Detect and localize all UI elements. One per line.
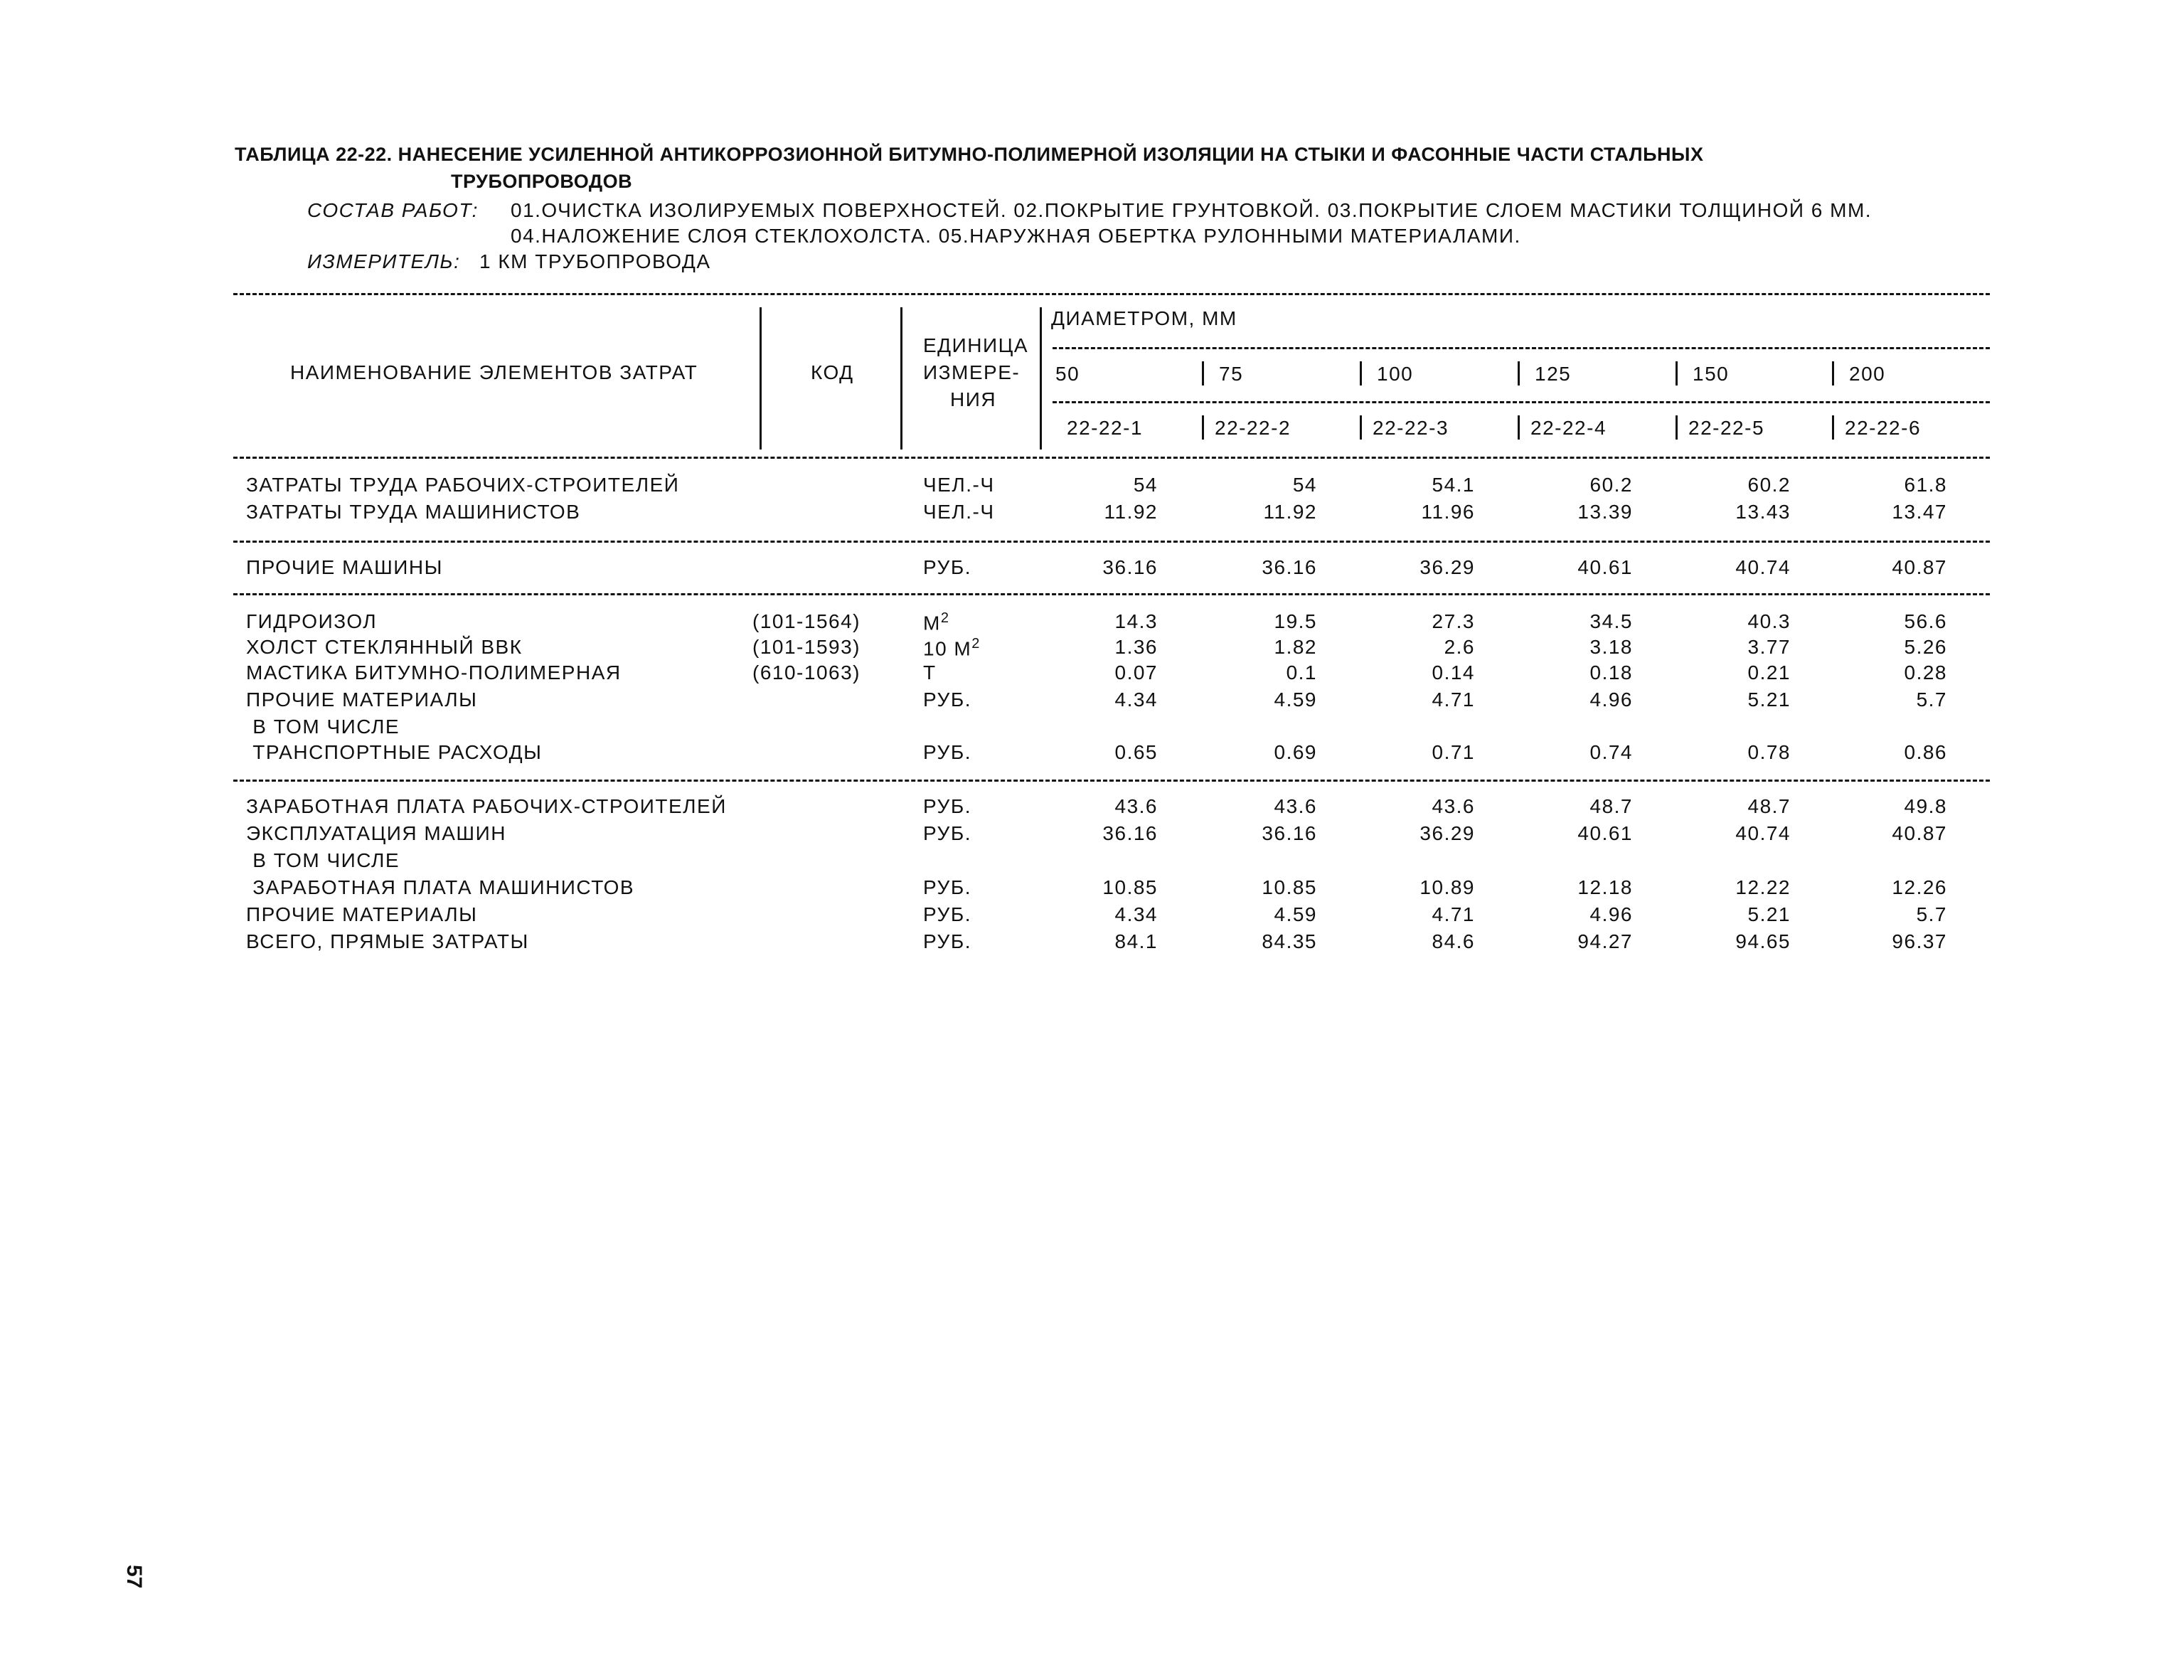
value-cell-22-22-6: 12.26 [1892,876,1947,898]
value-cell-22-22-5: 94.65 [1735,930,1791,952]
code-header-22-22-5: 22-22-5 [1688,417,1765,439]
header-rule-diameter [1053,347,1990,349]
header-separator-code [760,307,762,450]
value-cell-22-22-1: 4.34 [1114,903,1158,925]
table-title: ТАБЛИЦА 22-22. НАНЕСЕНИЕ УСИЛЕННОЙ АНТИКОРРОЗИОННОЙ БИТУМНО-ПОЛИМЕРНОЙ ИЗОЛЯЦИИ НА СТЫКИ И ФАСОННЫЕ ЧАСТИ СТАЛЬНЫХ [235,144,1704,165]
sostav-line-1: 01.ОЧИСТКА ИЗОЛИРУЕМЫХ ПОВЕРХНОСТЕЙ. 02.ПОКРЫТИЕ ГРУНТОВКОЙ. 03.ПОКРЫТИЕ СЛОЕМ МАСТИКИ ТОЛЩИНОЙ 6 ММ. [511,199,1873,221]
header-code-column: КОД [811,361,854,383]
code-header-22-22-2: 22-22-2 [1215,417,1291,439]
table-title-continuation: ТРУБОПРОВОДОВ [451,171,633,192]
value-cell-22-22-3: 27.3 [1432,610,1475,632]
diameter-header-50: 50 [1055,363,1080,385]
value-cell-22-22-2: 11.92 [1263,501,1317,523]
table-top-rule [233,293,1990,295]
row-name: МАСТИКА БИТУМНО-ПОЛИМЕРНАЯ [246,661,622,684]
value-cell-22-22-1: 0.65 [1114,741,1158,763]
header-rule-codes [1053,401,1990,403]
section-rule-3 [233,780,1990,782]
row-unit [923,689,971,711]
row-unit [923,501,994,523]
value-cell-22-22-1: 54 [1133,474,1158,496]
value-cell-22-22-4: 34.5 [1589,610,1633,632]
diameter-header-75: 75 [1219,363,1244,385]
diameter-header-125: 125 [1535,363,1572,385]
value-cell-22-22-4: 48.7 [1589,795,1633,817]
value-cell-22-22-4: 0.74 [1589,741,1633,763]
row-unit [923,822,971,845]
code-separator [1202,415,1204,440]
header-diameter-label: ДИАМЕТРОМ, ММ [1051,307,1237,329]
value-cell-22-22-5: 3.77 [1747,636,1791,658]
value-cell-22-22-1: 4.34 [1114,689,1158,711]
value-cell-22-22-4: 40.61 [1577,556,1633,578]
value-cell-22-22-6: 40.87 [1892,556,1947,578]
row-name: В ТОМ ЧИСЛЕ [246,716,400,738]
row-name: ЗАТРАТЫ ТРУДА МАШИНИСТОВ [246,501,581,523]
value-cell-22-22-4: 40.61 [1577,822,1633,844]
diameter-header-100: 100 [1377,363,1414,385]
value-cell-22-22-1: 36.16 [1102,822,1158,844]
value-cell-22-22-2: 0.69 [1274,741,1317,763]
diameter-header-150: 150 [1693,363,1730,385]
code-separator [1832,415,1834,440]
value-cell-22-22-5: 40.74 [1735,822,1791,844]
value-cell-22-22-6: 5.26 [1904,636,1947,658]
header-name-column: НАИМЕНОВАНИЕ ЭЛЕМЕНТОВ ЗАТРАТ [290,361,698,383]
row-code: (101-1564) [752,610,861,632]
value-cell-22-22-5: 13.43 [1735,501,1791,523]
row-unit-superscript: 2 [940,610,950,626]
row-unit [923,610,949,634]
value-cell-22-22-3: 84.6 [1432,930,1475,952]
value-cell-22-22-1: 36.16 [1102,556,1158,578]
row-name: ЗАРАБОТНАЯ ПЛАТА МАШИНИСТОВ [246,876,635,898]
value-cell-22-22-2: 1.82 [1274,636,1317,658]
sostav-line-2: 04.НАЛОЖЕНИЕ СЛОЯ СТЕКЛОХОЛСТА. 05.НАРУЖНАЯ ОБЕРТКА РУЛОННЫМИ МАТЕРИАЛАМИ. [511,225,1521,247]
row-name: ГИДРОИЗОЛ [246,610,378,632]
value-cell-22-22-6: 40.87 [1892,822,1947,844]
row-code: (610-1063) [752,661,861,684]
value-cell-22-22-3: 36.29 [1419,556,1475,578]
diameter-separator [1832,361,1834,386]
row-code: (101-1593) [752,636,861,658]
value-cell-22-22-4: 4.96 [1589,689,1633,711]
row-unit-text: 10 М [923,637,972,660]
header-separator-unit [900,307,902,450]
header-bottom-rule [233,457,1990,459]
row-name: ВСЕГО, ПРЯМЫЕ ЗАТРАТЫ [246,930,529,952]
value-cell-22-22-5: 12.22 [1735,876,1791,898]
value-cell-22-22-6: 5.7 [1916,689,1947,711]
value-cell-22-22-3: 0.71 [1432,741,1475,763]
page-number: 57 [122,1565,146,1589]
code-header-22-22-1: 22-22-1 [1067,417,1144,439]
value-cell-22-22-4: 13.39 [1577,501,1633,523]
row-name: В ТОМ ЧИСЛЕ [246,849,400,871]
code-separator [1360,415,1362,440]
value-cell-22-22-1: 1.36 [1114,636,1158,658]
value-cell-22-22-3: 11.96 [1421,501,1475,523]
value-cell-22-22-2: 36.16 [1262,822,1317,844]
diameter-separator [1518,361,1520,386]
header-unit-line-1: ЕДИНИЦА [923,334,1028,356]
value-cell-22-22-1: 43.6 [1114,795,1158,817]
row-unit [923,876,971,899]
value-cell-22-22-3: 4.71 [1432,903,1475,925]
value-cell-22-22-6: 0.28 [1904,661,1947,684]
value-cell-22-22-3: 54.1 [1432,474,1475,496]
value-cell-22-22-5: 0.21 [1747,661,1791,684]
value-cell-22-22-3: 10.89 [1419,876,1475,898]
row-name: ЗАРАБОТНАЯ ПЛАТА РАБОЧИХ-СТРОИТЕЛЕЙ [246,795,727,817]
value-cell-22-22-2: 54 [1292,474,1317,496]
row-unit-text: ЧЕЛ.-Ч [923,501,995,523]
value-cell-22-22-4: 3.18 [1589,636,1633,658]
row-name: ТРАНСПОРТНЫЕ РАСХОДЫ [246,741,543,763]
row-unit [923,795,971,818]
row-unit [923,930,971,953]
value-cell-22-22-2: 19.5 [1274,610,1317,632]
row-unit-text: РУБ. [923,930,972,952]
code-header-22-22-4: 22-22-4 [1530,417,1607,439]
row-unit-text: РУБ. [923,689,972,711]
value-cell-22-22-5: 48.7 [1747,795,1791,817]
value-cell-22-22-5: 5.21 [1747,689,1791,711]
value-cell-22-22-1: 10.85 [1102,876,1158,898]
code-header-22-22-6: 22-22-6 [1845,417,1922,439]
row-unit-text: Т [923,661,937,684]
value-cell-22-22-2: 0.1 [1286,661,1317,684]
row-unit [923,556,971,579]
value-cell-22-22-2: 4.59 [1274,903,1317,925]
value-cell-22-22-5: 5.21 [1747,903,1791,925]
row-unit-text: РУБ. [923,795,972,817]
value-cell-22-22-4: 4.96 [1589,903,1633,925]
row-unit-text: М [923,612,941,634]
value-cell-22-22-2: 36.16 [1262,556,1317,578]
header-unit-line-3: НИЯ [950,388,997,410]
row-name: ЭКСПЛУАТАЦИЯ МАШИН [246,822,506,844]
value-cell-22-22-2: 4.59 [1274,689,1317,711]
value-cell-22-22-4: 94.27 [1577,930,1633,952]
value-cell-22-22-3: 0.14 [1432,661,1475,684]
value-cell-22-22-5: 0.78 [1747,741,1791,763]
diameter-separator [1676,361,1678,386]
value-cell-22-22-3: 36.29 [1419,822,1475,844]
value-cell-22-22-6: 13.47 [1892,501,1947,523]
value-cell-22-22-1: 14.3 [1114,610,1158,632]
diameter-separator [1360,361,1362,386]
section-rule-2 [233,593,1990,595]
row-unit-text: РУБ. [923,556,972,578]
row-unit-text: РУБ. [923,822,972,844]
value-cell-22-22-6: 56.6 [1904,610,1947,632]
value-cell-22-22-3: 2.6 [1444,636,1475,658]
value-cell-22-22-4: 12.18 [1577,876,1633,898]
row-unit-text: ЧЕЛ.-Ч [923,474,995,496]
value-cell-22-22-2: 84.35 [1262,930,1317,952]
value-cell-22-22-4: 0.18 [1589,661,1633,684]
value-cell-22-22-5: 40.3 [1747,610,1791,632]
value-cell-22-22-6: 49.8 [1904,795,1947,817]
diameter-header-200: 200 [1849,363,1886,385]
header-separator-diameter [1040,307,1042,450]
row-unit [923,741,971,764]
izmeritel-value: 1 КМ ТРУБОПРОВОДА [479,250,711,272]
value-cell-22-22-4: 60.2 [1589,474,1633,496]
row-name: ПРОЧИЕ МАШИНЫ [246,556,443,578]
code-separator [1676,415,1678,440]
sostav-label: СОСТАВ РАБОТ: [307,199,479,221]
header-unit-line-2: ИЗМЕРЕ- [923,361,1021,383]
value-cell-22-22-2: 43.6 [1274,795,1317,817]
row-unit-text: РУБ. [923,876,972,898]
code-header-22-22-3: 22-22-3 [1373,417,1449,439]
code-separator [1518,415,1520,440]
diameter-separator [1202,361,1204,386]
value-cell-22-22-5: 40.74 [1735,556,1791,578]
row-name: ПРОЧИЕ МАТЕРИАЛЫ [246,689,478,711]
row-unit-superscript: 2 [971,636,981,652]
row-name: ЗАТРАТЫ ТРУДА РАБОЧИХ-СТРОИТЕЛЕЙ [246,474,680,496]
section-rule-1 [233,541,1990,543]
value-cell-22-22-6: 0.86 [1904,741,1947,763]
row-unit [923,661,937,684]
value-cell-22-22-3: 43.6 [1432,795,1475,817]
row-unit [923,903,971,926]
value-cell-22-22-3: 4.71 [1432,689,1475,711]
value-cell-22-22-1: 0.07 [1114,661,1158,684]
value-cell-22-22-1: 84.1 [1114,930,1158,952]
row-unit-text: РУБ. [923,741,972,763]
row-unit-text: РУБ. [923,903,972,925]
value-cell-22-22-5: 60.2 [1747,474,1791,496]
row-unit [923,636,981,660]
row-unit [923,474,994,496]
row-name: ХОЛСТ СТЕКЛЯННЫЙ ВВК [246,636,523,658]
value-cell-22-22-2: 10.85 [1262,876,1317,898]
value-cell-22-22-6: 5.7 [1916,903,1947,925]
value-cell-22-22-1: 11.92 [1104,501,1158,523]
row-name: ПРОЧИЕ МАТЕРИАЛЫ [246,903,478,925]
izmeritel-label: ИЗМЕРИТЕЛЬ: [307,250,461,272]
value-cell-22-22-6: 61.8 [1904,474,1947,496]
value-cell-22-22-6: 96.37 [1892,930,1947,952]
